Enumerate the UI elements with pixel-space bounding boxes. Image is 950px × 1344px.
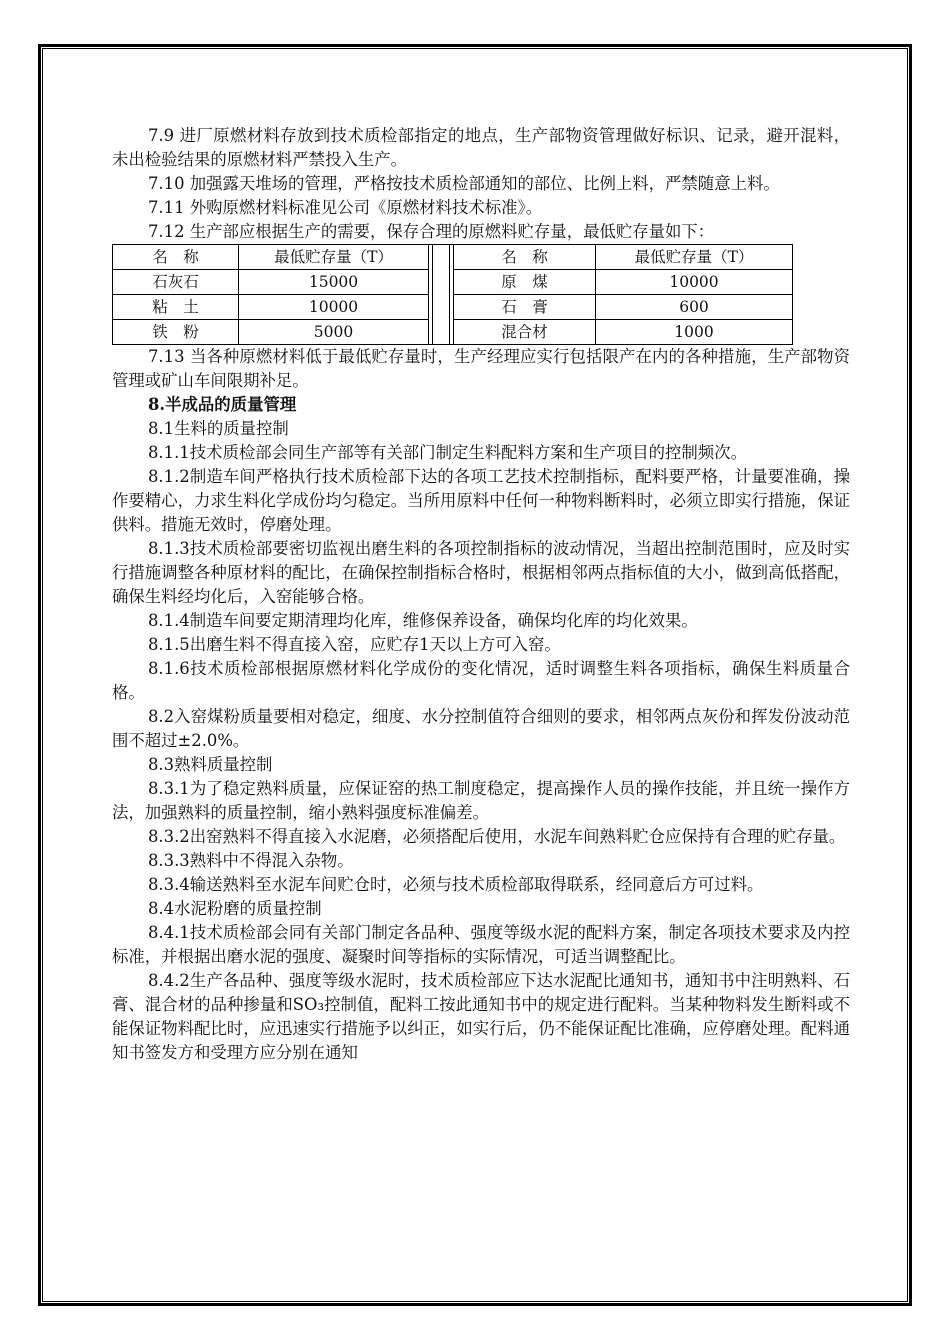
paragraph: 8.1.2制造车间严格执行技术质检部下达的各项工艺技术控制指标，配料要严格，计量要准确，操作要精心，力求生料化学成份均匀稳定。当所用原料中任何一种物料断料时，必须立即实行措施，保证供料。措施无效时，停磨处理。 bbox=[112, 467, 850, 534]
table-row bbox=[113, 270, 429, 295]
material-name: 粘 土 bbox=[113, 295, 239, 320]
paragraph: 8.3.3熟料中不得混入杂物。 bbox=[148, 851, 354, 870]
paragraph: 7.12 生产部应根据生产的需要，保存合理的原燃料贮存量，最低贮存量如下： bbox=[148, 222, 715, 241]
paragraph: 8.4.1技术质检部会同有关部门制定各品种、强度等级水泥的配料方案，制定各项技术要求及内控标准，并根据出磨水泥的强度、凝聚时间等指标的实际情况，可适当调整配比。 bbox=[112, 923, 850, 966]
material-name: 石 膏 bbox=[454, 295, 596, 320]
table-gap bbox=[429, 244, 453, 345]
stock-table-right bbox=[453, 244, 793, 345]
table-row bbox=[113, 295, 429, 320]
paragraphs-before-table bbox=[112, 124, 850, 244]
paragraph: 8.3.1为了稳定熟料质量，应保证窑的热工制度稳定，提高操作人员的操作技能，并且统一操作方法，加强熟料的质量控制，缩小熟料强度标准偏差。 bbox=[112, 779, 850, 822]
table-row bbox=[454, 320, 793, 345]
document-body bbox=[112, 124, 850, 1065]
paragraph: 8.4水泥粉磨的质量控制 bbox=[148, 899, 322, 918]
paragraph: 8.3.2出窑熟料不得直接入水泥磨，必须搭配后使用，水泥车间熟料贮仓应保持有合理的贮存量。 bbox=[148, 827, 846, 846]
table-header-row bbox=[454, 245, 793, 270]
paragraph: 8.1.4制造车间要定期清理均化库，维修保养设备，确保均化库的均化效果。 bbox=[148, 611, 698, 630]
header-name: 名 称 bbox=[113, 245, 239, 270]
paragraph: 8.4.2生产各品种、强度等级水泥时，技术质检部应下达水泥配比通知书，通知书中注明熟料、石膏、混合材的品种掺量和SO₃控制值，配料工按此通知书中的规定进行配料。当某种物料发生断料或不能保证物料配比时，应迅速实行措施予以纠正，如实行后，仍不能保证配比准确，应停磨处理。配料通知书签发方和受理方应分别在通知 bbox=[112, 971, 850, 1062]
table-row bbox=[454, 270, 793, 295]
paragraph: 8.1.1技术质检部会同生产部等有关部门制定生料配料方案和生产项目的控制频次。 bbox=[148, 443, 747, 462]
paragraph: 7.13 当各种原燃材料低于最低贮存量时，生产经理应实行包括限产在内的各种措施，生产部物资管理或矿山车间限期补足。 bbox=[112, 347, 850, 390]
material-name: 混合材 bbox=[454, 320, 596, 345]
paragraph: 8.2入窑煤粉质量要相对稳定，细度、水分控制值符合细则的要求，相邻两点灰份和挥发份波动范围不超过±2.0%。 bbox=[112, 707, 850, 750]
material-name: 石灰石 bbox=[113, 270, 239, 295]
material-name: 原 煤 bbox=[454, 270, 596, 295]
min-stock-table bbox=[112, 244, 850, 345]
paragraph: 8.1.6技术质检部根据原燃材料化学成份的变化情况，适时调整生料各项指标，确保生料质量合格。 bbox=[112, 659, 850, 702]
paragraph: 8.1.3技术质检部要密切监视出磨生料的各项控制指标的波动情况，当超出控制范围时，应及时实行措施调整各种原材料的配比，在确保控制指标合格时，根据相邻两点指标值的大小，做到高低搭配，确保生料经均化后，入窑能够合格。 bbox=[112, 539, 850, 606]
paragraph: 7.9 进厂原燃材料存放到技术质检部指定的地点，生产部物资管理做好标识、记录，避开混料，未出检验结果的原燃材料严禁投入生产。 bbox=[112, 126, 850, 169]
min-stock-value: 10000 bbox=[596, 270, 793, 295]
paragraph: 8.1.5出磨生料不得直接入窑，应贮存1天以上方可入窑。 bbox=[148, 635, 561, 654]
table-row bbox=[454, 295, 793, 320]
table-row bbox=[113, 320, 429, 345]
paragraphs-after-table bbox=[112, 345, 850, 1065]
min-stock-value: 600 bbox=[596, 295, 793, 320]
header-min-stock: 最低贮存量（T） bbox=[596, 245, 793, 270]
min-stock-value: 1000 bbox=[596, 320, 793, 345]
paragraph: 8.半成品的质量管理 bbox=[148, 395, 297, 414]
header-name: 名 称 bbox=[454, 245, 596, 270]
min-stock-value: 5000 bbox=[239, 320, 429, 345]
material-name: 铁 粉 bbox=[113, 320, 239, 345]
table-header-row bbox=[113, 245, 429, 270]
min-stock-value: 10000 bbox=[239, 295, 429, 320]
paragraph: 7.11 外购原燃材料标准见公司《原燃材料技术标准》。 bbox=[148, 198, 543, 217]
paragraph: 8.3.4输送熟料至水泥车间贮仓时，必须与技术质检部取得联系，经同意后方可过料。 bbox=[148, 875, 764, 894]
paragraph: 8.3熟料质量控制 bbox=[148, 755, 273, 774]
min-stock-value: 15000 bbox=[239, 270, 429, 295]
stock-table-left bbox=[112, 244, 429, 345]
paragraph: 7.10 加强露天堆场的管理，严格按技术质检部通知的部位、比例上料，严禁随意上料。 bbox=[148, 174, 780, 193]
paragraph: 8.1生料的质量控制 bbox=[148, 419, 289, 438]
header-min-stock: 最低贮存量（T） bbox=[239, 245, 429, 270]
